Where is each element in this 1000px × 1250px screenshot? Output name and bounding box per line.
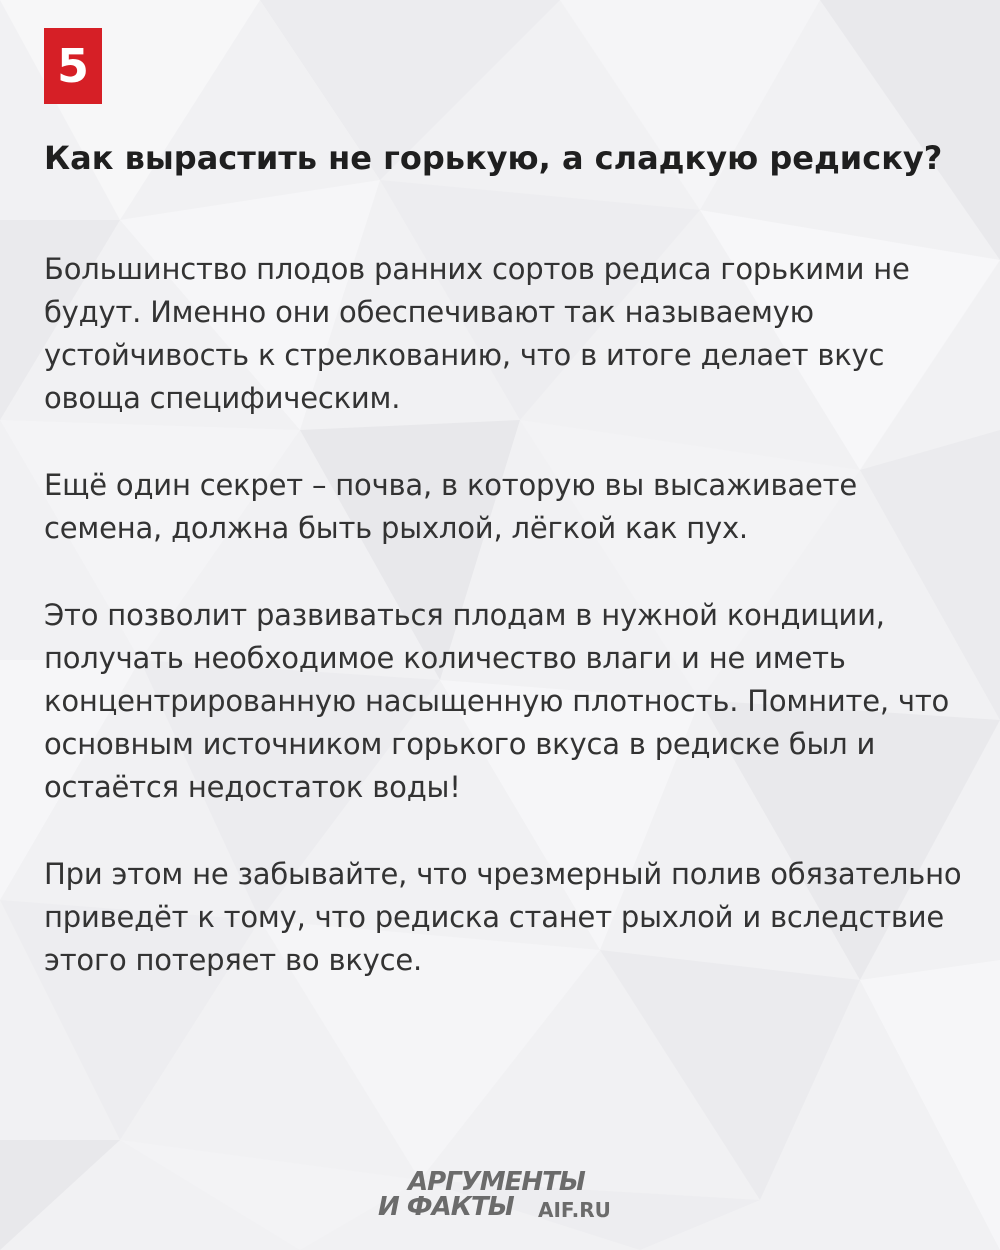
aif-logo xyxy=(378,1168,628,1224)
paragraph-4: При этом не забывайте, что чрезмерный полив обязательно приведёт к тому, что редиска станет рыхлой и вследствие этого потеряет во вкусе. xyxy=(44,857,962,977)
logo-line-2: И ФАКТЫ xyxy=(378,1192,514,1222)
paragraph-1: Большинство плодов ранних сортов редиса горькими не будут. Именно они обеспечивают так называемую устойчивость к стрелкованию, что в итоге делает вкус овоща специфическим. xyxy=(44,252,910,415)
paragraph-2: Ещё один секрет – почва, в которую вы высаживаете семена, должна быть рыхлой, лёгкой как пух. xyxy=(44,468,857,545)
paragraph-3: Это позволит развиваться плодам в нужной кондиции, получать необходимое количество влаги и не иметь концентрированную насыщенную плотность. Помните, что основным источником горького вкуса в редиске был и остаётся недостаток воды! xyxy=(44,598,950,804)
page-title: Как вырастить не горькую, а сладкую редиску? xyxy=(44,139,943,177)
logo-line-1: АРГУМЕНТЫ xyxy=(408,1167,585,1197)
logo-site: AIF.RU xyxy=(538,1198,611,1222)
article-body xyxy=(44,248,964,1026)
slide-number-badge: 5 xyxy=(44,28,102,104)
